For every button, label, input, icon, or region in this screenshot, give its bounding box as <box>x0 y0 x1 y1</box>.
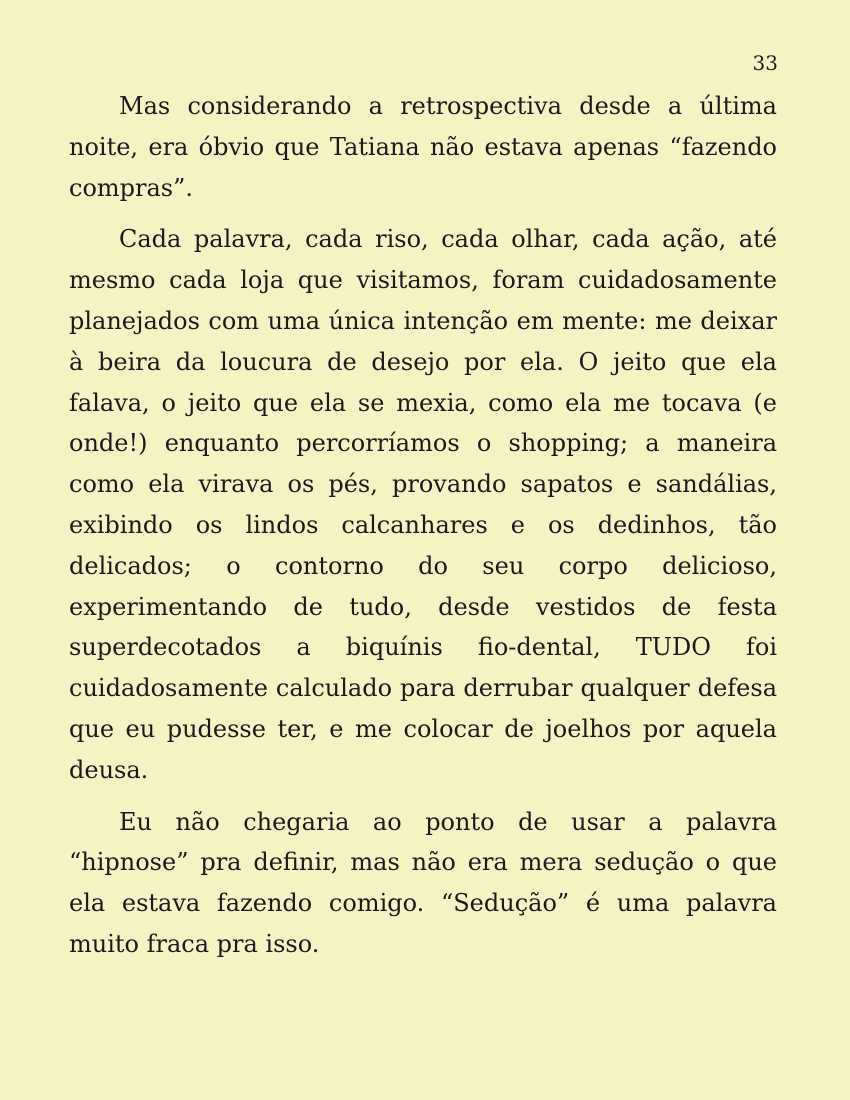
page-number: 33 <box>752 51 778 75</box>
page-body <box>69 86 777 976</box>
paragraph: Cada palavra, cada riso, cada olhar, cada ação, até mesmo cada loja que visitamos, foram cuidadosamente planejados com uma única intenção em mente: me deixar à beira da loucura de desejo por ela. O jeito que ela falava, o jeito que ela se mexia, como ela me tocava (e onde!) enquanto percorríamos o shopping; a maneira como ela virava os pés, provando sapatos e sandálias, exibindo os lindos calcanhares e os dedinhos, tão delicados; o contorno do seu corpo delicioso, experimentando de tudo, desde vestidos de festa superdecotados a biquínis fio-dental, TUDO foi cuidadosamente calculado para derrubar qualquer defesa que eu pudesse ter, e me colocar de joelhos por aquela deusa. <box>69 225 777 784</box>
paragraph: Mas considerando a retrospectiva desde a última noite, era óbvio que Tatiana não estava apenas “fazendo compras”. <box>69 92 777 202</box>
paragraph: Eu não chegaria ao ponto de usar a palavra “hipnose” pra definir, mas não era mera sedução o que ela estava fazendo comigo. “Sedução” é uma palavra muito fraca pra isso. <box>69 807 777 958</box>
